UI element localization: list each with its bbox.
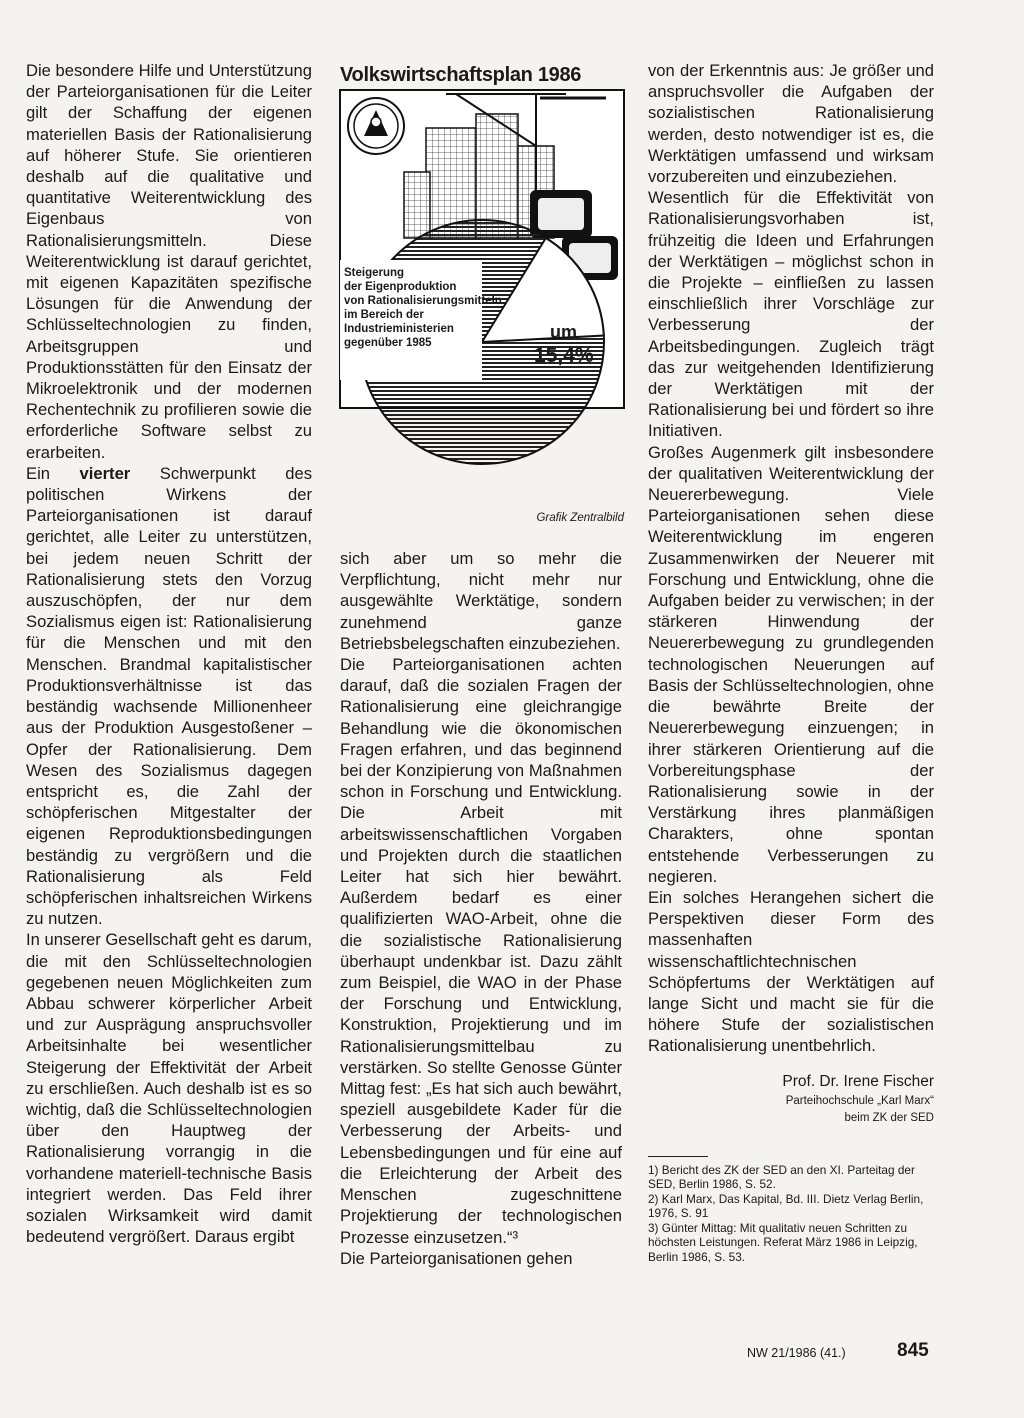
paragraph: Wesentlich für die Effektivität von Rationalisierungsvorhaben ist, frühzeitig die Ideen und Erfahrungen der Werktätigen – möglichst schon in die Projekte – einfließen zu lassen einschließlich ihrer Vorschläge zur Verbesserung der Arbeitsbedingungen. Zugleich trägt das zur weitgehenden Identifizierung der Werktätigen mit der Rationalisierung bei und fördert so ihre Initiativen. [648,188,934,441]
footnote-divider [648,1156,708,1157]
author-institution: Parteihochschule „Karl Marx“ [785,1094,934,1107]
page-number: 845 [897,1340,929,1361]
label-line: Industrieministerien [344,323,454,335]
emphasis: vierter [79,463,131,483]
text-column-1 [26,60,312,1247]
paragraph: Die Parteiorganisationen gehen [340,1248,573,1268]
text-column-3 [648,60,934,1264]
footnote: 1) Bericht des ZK der SED an den XI. Parteitag der SED, Berlin 1986, S. 52. [648,1162,915,1192]
text-column-2 [340,548,622,1269]
paragraph: sich aber um so mehr die Verpflichtung, nicht mehr nur ausgewählte Werktätige, sondern zunehmend ganze Betriebsbelegschaften einzubeziehen. [340,549,622,653]
paragraph: von der Erkenntnis aus: Je größer und anspruchsvoller die Aufgaben der sozialistischen Rationalisierung werden, desto notwendiger ist es, die Werktätigen umfassend und wirksam vorzubereiten und einzubeziehen. [648,61,934,187]
author-institution: beim ZK der SED [844,1111,934,1124]
author-name: Prof. Dr. Irene Fischer [782,1072,934,1090]
label-line: von Rationalisierungsmitteln [344,295,502,307]
paragraph: Großes Augenmerk gilt insbesondere der qualitativen Weiterentwicklung der Neuererbewegung. Viele Parteiorganisationen sehen diese Weiterentwicklung im engeren Zusammenwirken der Neuerer mit Forschung und Entwicklung, ohne die Aufgaben beider zu verwischen; in der stärkeren Hinwendung der Neuererbewegung zu grundlegenden technologischen Neuerungen auf Basis der Schlüsseltechnologien, ohne die bewährte Breite der Neuererbewegung einzuengen; in ihrer stärkeren Orientierung auf die Vorbereitungsphase der Rationalisierung sowie in der Verstärkung ihres planmäßigen Charakters, ohne spontan entstehende Verbesserungen zu negieren. [648,442,934,886]
paragraph: Die Parteiorganisationen achten darauf, daß die sozialen Fragen der Rationalisierung eine gleichrangige Behandlung wie die ökonomischen Fragen erfahren, und das beginnend bei der Konzipierung von Maßnahmen schon in Forschung und Entwicklung. Die Arbeit mit arbeitswissenschaftlichen Vorgaben und Projekten durch die staatlichen Leiter hat sich hier bewährt. Außerdem bedarf es einer qualifizierten WAO-Arbeit, ohne die die sozialistische Rationalisierung überhaupt undenkbar ist. Dazu zählt zum Beispiel, die WAO in der Phase der Forschung und Entwicklung, Konstruktion, Projektierung und im Rationalisierungsmittelbau zu verstärken. So stellte Genosse Günter Mittag fest: „Es hat sich auch bewährt, speziell ausgebildete Kader für die Verbesserung der Arbeits- und Lebensbedingungen und für eine auf die Erleichterung der Arbeit des Menschen zugeschnittene Projektierung der technologischen Prozesse einzusetzen.“³ [340,655,622,1247]
paragraph: Ein solches Herangehen sichert die Perspektiven dieser Form des massenhaften wissenschaftlichtechnischen Schöpfertums der Werktätigen auf lange Sicht und macht sie für die höhere Stufe der sozialistischen Rationalisierung unentbehrlich. [648,887,934,1056]
figure-credit: Grafik Zentralbild [536,512,624,524]
label-line: gegenüber 1985 [344,337,432,349]
issue-number: NW 21/1986 (41.) [747,1346,846,1360]
paragraph: Ein vierter Schwerpunkt des politischen Wirkens der Parteiorganisationen ist darauf gerichtet, alle Leiter zu unterstützen, bei jedem neuen Schritt der Rationalisierung stets den Vorzug auszuschöpfen, der nur dem Sozialismus eigen ist: Rationalisierung für die Menschen und mit den Menschen. Brandmal kapitalistischer Produktionsverhältnisse ist das beständig wachsende Millionenheer aus der Produktion Ausgestoßener – Opfer der Rationalisierung. Dem Wesen des Sozialismus dagegen entspricht es, die Zahl der schöpferischen Mitgestalter der eigenen Reproduktionsbedingungen beständig zu vergrößern und die Rationalisierung als Feld schöpferischen inhaltsreichen Wirkens zu nutzen. [26,463,312,929]
footnote: 3) Günter Mittag: Mit qualitativ neuen Schritten zu höchsten Leistungen. Referat März 1986 in Leipzig, Berlin 1986, S. 53. [648,1220,918,1264]
figure-um: um [550,322,577,342]
state-emblem-icon [348,98,404,154]
infographic [336,60,628,524]
figure-label [344,266,502,350]
paragraph: Die besondere Hilfe und Unterstützung der Parteiorganisationen für die Leiter gilt der Schaffung der eigenen materiellen Basis der Rationalisierung auf höherer Stufe. Sie orientieren deshalb auf die qualitative und quantitative Weiterentwicklung des Eigenbaus von Rationalisierungsmitteln. Diese Weiterentwicklung ist darauf gerichtet, mit eigenen Kapazitäten spezifische Lösungen für die Anwendung der Schlüsseltechnologien zu finden, Arbeitsgruppen und Produktionsstätten für den Einsatz der Mikroelektronik und der modernen Rechentechnik zu profilieren sowie die erforderliche Software selbst zu erarbeiten. [26,61,312,462]
figure-percentage: 15,4% [534,344,594,367]
label-line: Steigerung [344,267,405,279]
footnote: 2) Karl Marx, Das Kapital, Bd. III. Dietz Verlag Berlin, 1976, S. 91 [648,1191,924,1221]
label-line: im Bereich der [344,309,424,321]
figure-title: Volkswirtschaftsplan 1986 [340,64,582,86]
label-line: der Eigenproduktion [344,281,457,293]
paragraph: In unserer Gesellschaft geht es darum, die mit den Schlüsseltechnologien gegebenen neuen Möglichkeiten zum Abbau schwerer körperlicher Arbeit und zur Ausprägung anspruchsvoller Arbeitsinhalte bei wesentlicher Steigerung der Effektivität der Arbeit zu erschließen. Auch deshalb ist es so wichtig, daß die Schlüsseltechnologien über den Hauptweg der Rationalisierung vorrangig in die vorhandene materiell-technische Basis integriert werden. Das Feld ihrer sozialen Wirksamkeit wird damit bedeutend vergrößert. Daraus ergibt [26,930,312,1247]
